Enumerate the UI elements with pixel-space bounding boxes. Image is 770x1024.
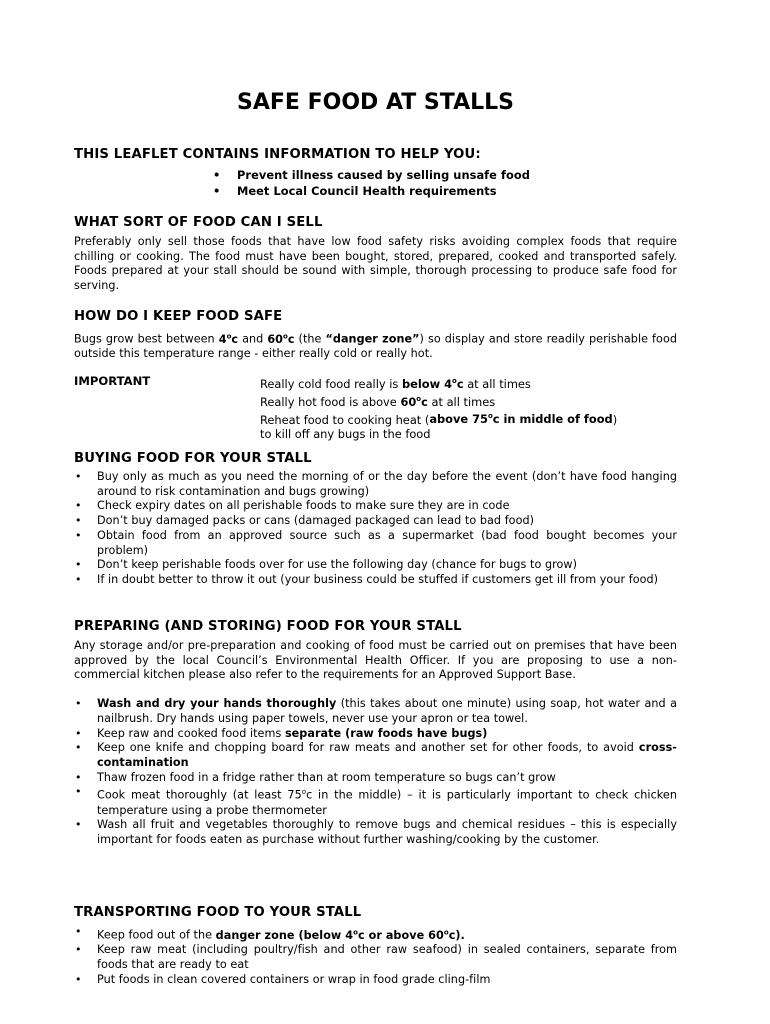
text-run: Keep one knife and chopping board for raw meats and another set for other foods, to avoid	[97, 741, 639, 755]
text-run: Really hot food is above	[260, 394, 401, 409]
degree-mark: o	[226, 332, 232, 340]
transport-heading: TRANSPORTING FOOD TO YOUR STALL	[74, 905, 362, 920]
text-run: 4	[218, 332, 227, 346]
text-run: cross-contamination	[97, 741, 677, 769]
list-item: • Don’t buy damaged packs or cans (damaged packaged can lead to bad food)	[74, 514, 677, 529]
list-item: • Meet Local Council Health requirements	[213, 183, 530, 199]
list-item: • Wash all fruit and vegetables thoroughly to remove bugs and chemical residues – this is especially important for foods eaten as purchase without further washing/cooking by the customer.	[74, 818, 677, 847]
text-run: danger zone (below 4	[215, 928, 354, 942]
danger-zone-text: “danger zone”	[325, 332, 420, 346]
sell-heading: WHAT SORT OF FOOD CAN I SELL	[74, 215, 323, 230]
text-run: c	[421, 394, 428, 409]
text-run: 60	[267, 332, 283, 346]
text-run: Cook meat thoroughly (at least 75	[97, 789, 302, 803]
transport-list	[74, 925, 677, 988]
list-item	[74, 727, 677, 742]
important-line: to kill off any bugs in the food	[260, 427, 431, 442]
keep-section	[74, 308, 677, 362]
list-item	[74, 697, 677, 726]
preparing-paragraph: Any storage and/or pre-preparation and cooking of food must be carried out on premises that have been approved by the local Council’s Environmental Health Officer. If you are proposing to use a non-commercial kitchen please also refer to the requirements for an Approved Support Base.	[74, 639, 677, 682]
text-run: c).	[448, 928, 465, 942]
intro-section	[74, 146, 677, 163]
list-item: • Thaw frozen food in a fridge rather than at room temperature so bugs can’t grow	[74, 771, 677, 786]
important-line	[260, 374, 680, 392]
transport-section	[74, 904, 677, 988]
important-line	[260, 410, 680, 428]
degree-mark: o	[452, 377, 457, 385]
list-item: • Buy only as much as you need the morning of or the day before the event (don’t have food hanging around to risk contamination and bugs growing)	[74, 470, 677, 499]
keep-heading: HOW DO I KEEP FOOD SAFE	[74, 309, 283, 324]
preparing-section	[74, 618, 677, 848]
preparing-heading: PREPARING (AND STORING) FOOD FOR YOUR STALL	[74, 619, 462, 634]
list-item: • Prevent illness caused by selling unsafe food	[213, 167, 530, 183]
keep-paragraph	[74, 329, 677, 362]
degree-mark: o	[283, 332, 288, 340]
list-item	[74, 785, 677, 818]
list-item	[74, 925, 677, 943]
text-run: Really cold food really is	[260, 376, 402, 391]
intro-list	[213, 167, 530, 200]
sell-paragraph: Preferably only sell those foods that have low food safety risks avoiding complex foods that require chilling or cooking. The food must have been bought, stored, prepared, cooked and transported safely. Foods prepared at your stall should be sound with simple, thorough processing to produce safe food for serving.	[74, 235, 677, 293]
text-run: Bugs grow best between	[74, 332, 219, 346]
sell-section	[74, 214, 677, 294]
text-run: c in the middle) – it is particularly important to check chicken temperature using a probe thermometer	[97, 789, 677, 817]
list-item: • Check expiry dates on all perishable foods to make sure they are in code	[74, 499, 677, 514]
text-run: at all times	[427, 394, 496, 409]
text-run: c or above 60	[357, 928, 444, 942]
degree-mark: o	[443, 928, 449, 936]
degree-mark: o	[301, 788, 307, 797]
text-run: c	[231, 332, 239, 346]
text-run: Reheat food to cooking heat (	[260, 412, 430, 427]
page-title: SAFE FOOD AT STALLS	[237, 90, 514, 115]
text-run: below 4	[401, 376, 452, 391]
text-run: c	[287, 332, 295, 346]
text-run: Keep food out of the	[97, 928, 216, 942]
buying-section	[74, 450, 677, 588]
list-item: • Keep raw meat (including poultry/fish and other raw seafood) in sealed containers, separate from foods that are ready to eat	[74, 943, 677, 972]
list-item: • Obtain food from an approved source such as a supermarket (bad food bought becomes your problem)	[74, 529, 677, 558]
important-line	[260, 392, 680, 410]
text-run: c in middle of food	[492, 412, 613, 427]
list-item: • Don’t keep perishable foods over for use the following day (chance for bugs to grow)	[74, 558, 677, 573]
buying-heading: BUYING FOOD FOR YOUR STALL	[74, 451, 312, 466]
buying-list	[74, 470, 677, 588]
degree-mark: o	[416, 394, 422, 403]
list-item: • If in doubt better to throw it out (your business could be stuffed if customers get ill from your food)	[74, 573, 677, 588]
text-run: Keep raw and cooked food items	[97, 726, 285, 740]
text-run: separate (raw foods have bugs)	[284, 726, 488, 740]
preparing-list	[74, 697, 677, 848]
degree-mark: o	[487, 412, 493, 421]
text-run: (the	[294, 332, 326, 346]
text-run: and	[238, 332, 268, 346]
text-run: Wash and dry your hands thoroughly	[97, 697, 337, 711]
text-run: c	[456, 376, 464, 391]
important-lines	[260, 374, 680, 442]
intro-heading: THIS LEAFLET CONTAINS INFORMATION TO HELP YOU:	[74, 147, 481, 162]
degree-mark: o	[353, 928, 358, 936]
text-run: above 75	[429, 412, 488, 427]
list-item: • Put foods in clean covered containers or wrap in food grade cling-film	[74, 973, 677, 988]
list-item	[74, 741, 677, 770]
text-run: (this takes about one minute) using soap, hot water and a nailbrush. Dry hands using paper towels, never use your apron or tea towel.	[97, 697, 677, 725]
important-label: IMPORTANT	[74, 374, 151, 388]
text-run: 60	[400, 394, 417, 409]
text-run: at all times	[463, 376, 531, 391]
text-run: ) so display and store readily perishable food outside this temperature range - either really cold or really hot.	[74, 332, 677, 361]
text-run: )	[612, 412, 618, 427]
